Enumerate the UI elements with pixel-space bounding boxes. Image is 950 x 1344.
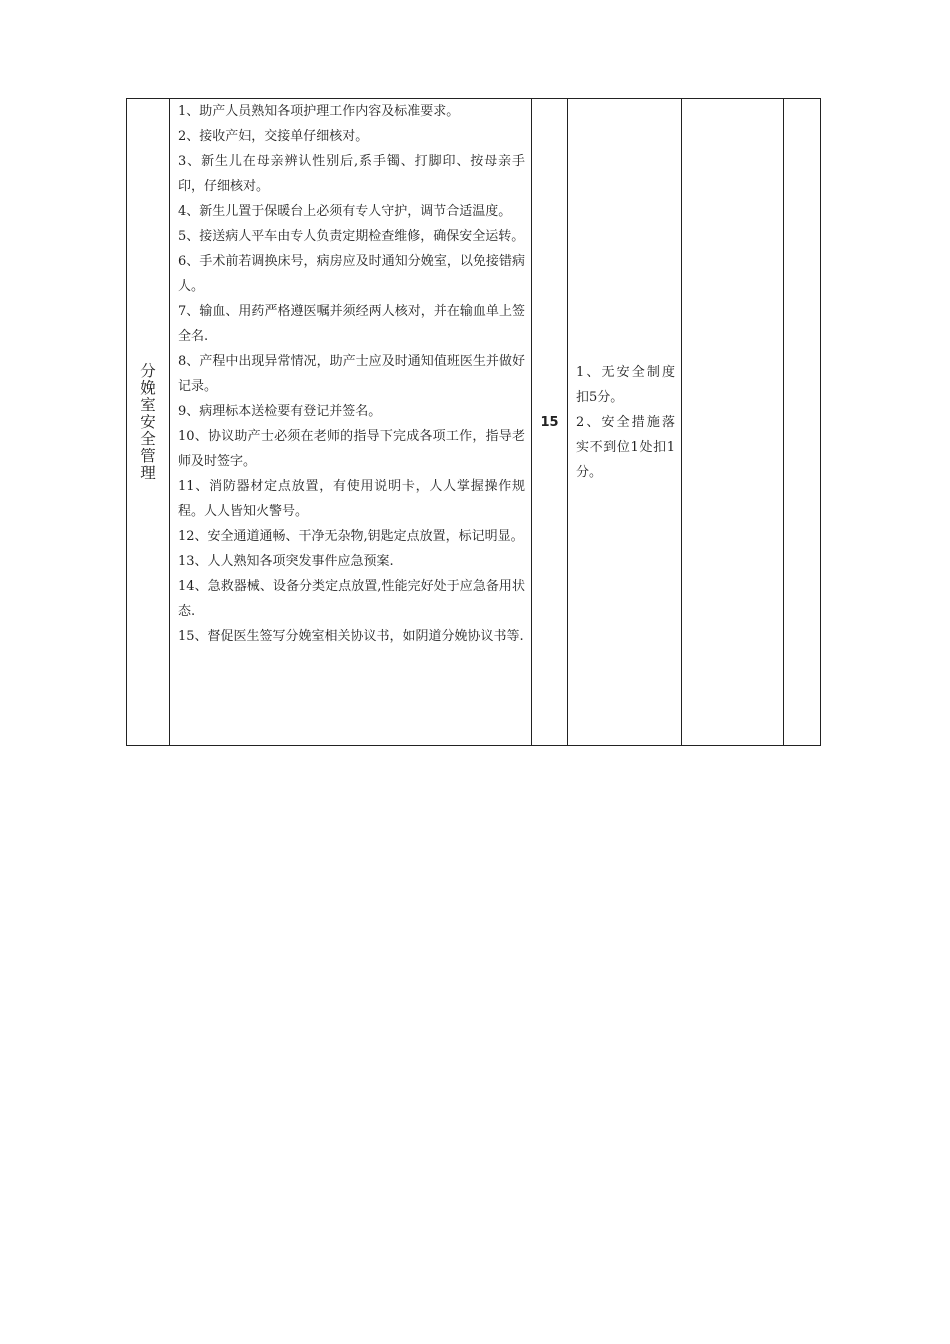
list-item: 15、督促医生签写分娩室相关协议书，如阴道分娩协议书等. <box>178 629 524 644</box>
list-item: 6、手术前若调换床号，病房应及时通知分娩室，以免接错病人。 <box>178 254 525 294</box>
title-char: 理 <box>140 463 156 482</box>
title-char: 全 <box>140 429 156 448</box>
list-item: 13、人人熟知各项突发事件应急预案. <box>178 554 394 569</box>
list-item: 7、输血、用药严格遵医嘱并须经两人核对，并在输血单上签全名. <box>178 304 525 344</box>
deduction-criteria-cell <box>568 99 682 746</box>
list-item: 5、接送病人平车由专人负责定期检查维修，确保安全运转。 <box>178 229 525 244</box>
title-char: 安 <box>140 412 156 431</box>
title-char: 管 <box>140 446 156 465</box>
list-item: 3、新生儿在母亲辨认性别后,系手镯、打脚印、按母亲手印，仔细核对。 <box>178 154 525 194</box>
score-cell <box>532 99 568 746</box>
section-title-cell <box>127 99 170 746</box>
title-char: 分 <box>140 361 156 380</box>
requirements-cell <box>170 99 532 746</box>
score-value: 15 <box>540 414 559 430</box>
empty-cell <box>784 99 821 746</box>
list-item: 1、助产人员熟知各项护理工作内容及标准要求。 <box>178 104 460 119</box>
list-item: 11、消防器材定点放置，有使用说明卡，人人掌握操作规程。人人皆知火警号。 <box>178 479 525 519</box>
list-item: 8、产程中出现异常情况，助产士应及时通知值班医生并做好记录。 <box>178 354 525 394</box>
empty-cell <box>682 99 784 746</box>
list-item: 14、急救器械、设备分类定点放置,性能完好处于应急备用状态. <box>178 579 525 619</box>
list-item: 2、接收产妇，交接单仔细核对。 <box>178 129 369 144</box>
table-row <box>127 99 821 746</box>
section-title <box>140 363 156 482</box>
title-char: 娩 <box>140 378 156 397</box>
deduction-item: 2、安全措施落实不到位1处扣1分。 <box>576 414 675 480</box>
evaluation-table <box>126 98 821 746</box>
title-char: 室 <box>140 395 156 414</box>
requirements-list <box>170 99 531 649</box>
list-item: 9、病理标本送检要有登记并签名。 <box>178 404 382 419</box>
deduction-item: 1、无安全制度扣5分。 <box>576 364 675 405</box>
list-item: 4、新生儿置于保暖台上必须有专人守护，调节合适温度。 <box>178 204 512 219</box>
list-item: 12、安全通道通畅、干净无杂物,钥匙定点放置，标记明显。 <box>178 529 524 544</box>
list-item: 10、协议助产士必须在老师的指导下完成各项工作，指导老师及时签字。 <box>178 429 525 469</box>
